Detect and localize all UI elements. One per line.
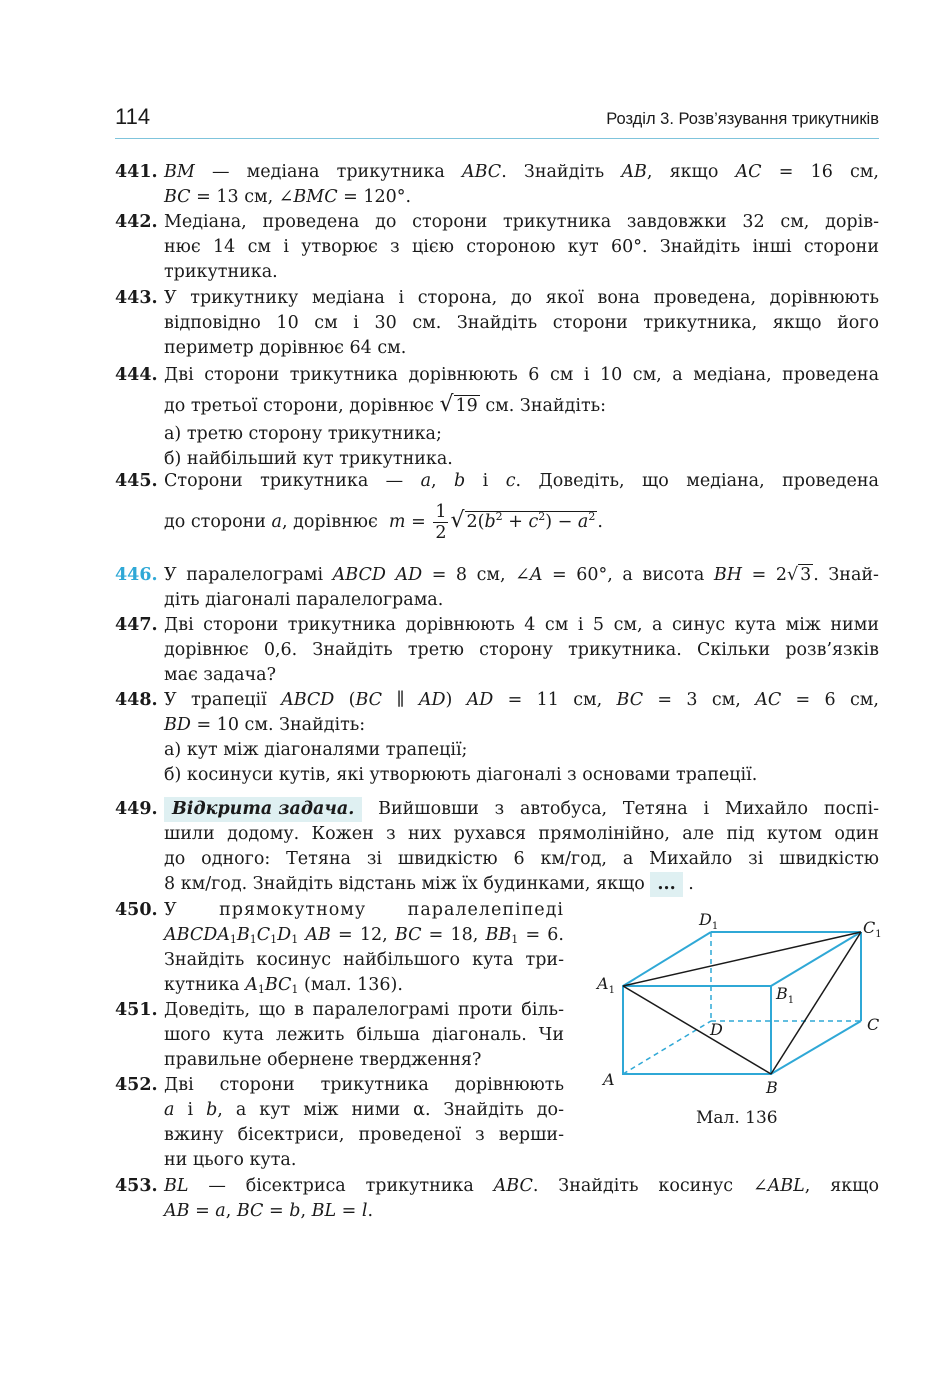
label-d: D: [710, 1020, 723, 1039]
problem-number: 451.: [115, 1000, 158, 1020]
problem-444: 444. Дві сторони трикутника дорівнюють 6 см і 10 см, а медіана, проведена до третьої сторони, дорівнює √ 19 см. Знайдіть: а) третю сторону трикутника; б) найбільший кут трикутника.: [115, 365, 879, 469]
problem-441: 441. BM — медіана трикутника ABC. Знайдіть AB, якщо AC = 16 см, BC = 13 см, ∠BMC = 120°.: [115, 162, 879, 207]
label-a: A: [603, 1070, 615, 1089]
edge-b1-c1: [771, 932, 861, 986]
label-c: C: [867, 1015, 880, 1034]
chapter-title: Розділ 3. Розв’язування трикутників: [606, 110, 879, 128]
problem-number: 446.: [115, 565, 158, 585]
edge-a1-d1: [623, 932, 711, 986]
problem-number: 448.: [115, 690, 158, 710]
problem-number: 453.: [115, 1176, 158, 1196]
problem-number: 442.: [115, 212, 158, 232]
page-number: 114: [115, 104, 151, 129]
problem-number: 443.: [115, 288, 158, 308]
page-header: [115, 104, 879, 139]
label-c1: $C_1$: [863, 918, 882, 940]
label-d1: $D_1$: [699, 910, 719, 932]
problem-448: 448. У трапеції ABCD (BC ∥ AD) AD = 11 см, BC = 3 см, AC = 6 см, BD = 10 см. Знайдіть: а) кут між діагоналями трапеції; б) косинуси кутів, які утворюють діагоналі з основами трапеції.: [115, 690, 879, 785]
problem-number: 445.: [115, 471, 158, 491]
problem-451: 451. Доведіть, що в паралелограмі проти біль- шого кута лежить більша діагональ. Чи правильне обернене твердження?: [115, 1000, 564, 1070]
problem-449: 449. Відкрита задача. Вийшовши з автобуса, Тетяна і Михайло поспі- шили додому. Кожен з них рухався прямолінійно, але під кутом один до одного: Тетяна зі швидкістю 6 км/год, а Михайло зі швидкістю 8 км/год. Знайдіть відстань між їх будинками, якщо ... .: [115, 797, 879, 897]
open-task-badge: Відкрита задача.: [164, 797, 362, 822]
problem-number: 444.: [115, 365, 158, 385]
problem-number: 447.: [115, 615, 158, 635]
problem-453: 453. BL — бісектриса трикутника ABC. Знайдіть косинус ∠ABL, якщо AB = a, BC = b, BL = l.: [115, 1176, 879, 1221]
problem-number: 441.: [115, 162, 158, 182]
ellipsis-placeholder: ...: [650, 872, 682, 897]
problem-number: 452.: [115, 1075, 158, 1095]
problem-447: 447. Дві сторони трикутника дорівнюють 4 см і 5 см, а синус кута між ними дорівнює 0,6. Знайдіть третю сторону трикутника. Скільки розв’язків має задача?: [115, 615, 879, 685]
problem-450: 450. У прямокутному паралелепіпеді $ABCDA_1B_1C_1D_1$ AB = 12, BC = 18, $BB_1 = 6$. Знайдіть косинус найбільшого кута три- кутника $A_1BC_1$ (мал. 136).: [115, 900, 564, 996]
problem-number: 450.: [115, 900, 158, 920]
problem-446: 446. У паралелограмі ABCD AD = 8 см, ∠A = 60°, а висота BH = 2√ 3 . Знай- діть діагоналі паралелограма.: [115, 565, 879, 610]
hidden-edge-a-d: [623, 1021, 711, 1074]
edge-b-c: [771, 1021, 861, 1074]
diagonal-a1-b: [623, 986, 771, 1074]
label-b: B: [766, 1078, 778, 1097]
label-a1: $A_1$: [597, 974, 615, 996]
problem-442: 442. Медіана, проведена до сторони трикутника завдовжки 32 см, дорів- нює 14 см і утворює з цією стороною кут 60°. Знайдіть інші сторони трикутника.: [115, 212, 879, 282]
problem-number: 449.: [115, 799, 158, 819]
label-b1: $B_1$: [776, 984, 795, 1006]
diagonal-b-c1: [771, 932, 861, 1074]
parallelepiped-figure: [595, 905, 895, 1140]
problem-445: 445. Сторони трикутника — a, b і c. Доведіть, що медіана, проведена до сторони a, дорівнює m = $\frac{1}{2}$ √ $2(b^2 + c^2) - a^2$ .: [115, 471, 879, 543]
diagonal-a1-c1: [623, 932, 861, 986]
figure-caption: Мал. 136: [696, 1108, 778, 1128]
problem-452: 452. Дві сторони трикутника дорівнюють a і b, а кут між ними α. Знайдіть до- вжину бісектриси, проведеної з верши- ни цього кута.: [115, 1075, 564, 1170]
problem-443: 443. У трикутнику медіана і сторона, до якої вона проведена, дорівнюють відповідно 10 см і 30 см. Знайдіть сторони трикутника, якщо його периметр дорівнює 64 см.: [115, 288, 879, 358]
